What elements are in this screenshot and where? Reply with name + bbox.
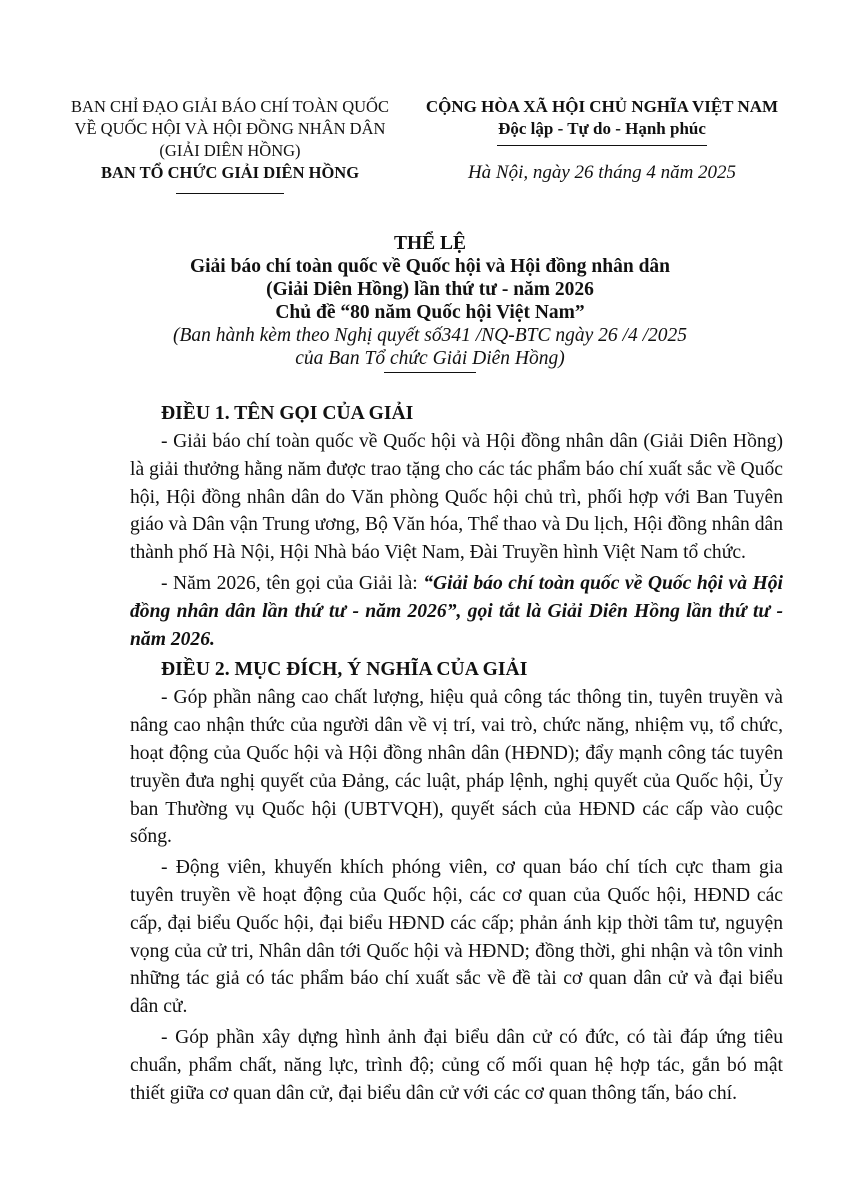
award-official-name: “Giải báo chí toàn quốc về Quốc hội và Hội đồng nhân dân lần thứ tư - năm 2026”, gọi tắt là Giải Diên Hồng lần thứ tư - năm 2026.	[130, 572, 783, 650]
article-2-heading: ĐIỀU 2. MỤC ĐÍCH, Ý NGHĨA CỦA GIẢI	[161, 659, 528, 681]
article-1-heading: ĐIỀU 1. TÊN GỌI CỦA GIẢI	[161, 403, 414, 424]
issuing-agency	[60, 96, 400, 194]
paragraph: - Góp phần xây dựng hình ảnh đại biểu dân cử có đức, có tài đáp ứng tiêu chuẩn, phẩm chất, năng lực, trình độ; củng cố mối quan hệ hợp tác, gắn bó mật thiết giữa cơ quan dân cử, đại biểu dân cử với các cơ quan thông tấn, báo chí.	[130, 1026, 783, 1104]
divider	[384, 372, 476, 373]
title-note: của Ban Tổ chức Giải Diên Hồng)	[295, 348, 565, 369]
title-note: (Ban hành kèm theo Nghị quyết số341 /NQ-BTC ngày 26 /4 /2025	[173, 325, 687, 346]
agency-line: (GIẢI DIÊN HỒNG)	[159, 141, 301, 160]
document-date: Hà Nội, ngày 26 tháng 4 năm 2025	[467, 162, 737, 183]
motto: Độc lập - Tự do - Hạnh phúc	[498, 119, 706, 138]
paragraph: - Động viên, khuyến khích phóng viên, cơ quan báo chí tích cực tham gia tuyên truyền về hoạt động của Quốc hội, các cơ quan của Quốc hội, HĐND các cấp, đại biểu Quốc hội, đại biểu HĐND các cấp; phản ánh kịp thời tâm tư, nguyện vọng của cử tri, Nhân dân tới Quốc hội và HĐND; đồng thời, ghi nhận và tôn vinh những tác giả có tác phẩm báo chí xuất sắc về đề tài cơ quan dân cử và đại biểu dân cử.	[130, 857, 783, 1018]
title-theme: Chủ đề “80 năm Quốc hội Việt Nam”	[275, 302, 585, 323]
divider	[497, 145, 707, 146]
document-body	[130, 400, 783, 1110]
title-line: Giải báo chí toàn quốc về Quốc hội và Hội đồng nhân dân	[189, 256, 671, 277]
country-name: CỘNG HÒA XÃ HỘI CHỦ NGHĨA VIỆT NAM	[425, 97, 779, 116]
title-main: THỂ LỆ	[393, 233, 467, 254]
agency-line: VỀ QUỐC HỘI VÀ HỘI ĐỒNG NHÂN DÂN	[74, 119, 386, 138]
paragraph-text: - Năm 2026, tên gọi của Giải là:	[161, 572, 424, 594]
divider	[176, 193, 284, 194]
paragraph: - Góp phần nâng cao chất lượng, hiệu quả công tác thông tin, tuyên truyền và nâng cao nhận thức của người dân về vị trí, vai trò, chức năng, nhiệm vụ, tổ chức, hoạt động của Quốc hội và Hội đồng nhân dân (HĐND); đẩy mạnh công tác tuyên truyền đưa nghị quyết của Đảng, các luật, pháp lệnh, nghị quyết của Quốc hội, Ủy ban Thường vụ Quốc hội (UBTVQH), quyết sách của HĐND các cấp vào cuộc sống.	[130, 687, 783, 848]
agency-name: BAN TỔ CHỨC GIẢI DIÊN HỒNG	[100, 163, 360, 182]
paragraph	[130, 570, 783, 653]
national-motto	[402, 96, 802, 184]
paragraph: - Giải báo chí toàn quốc về Quốc hội và Hội đồng nhân dân (Giải Diên Hồng) là giải thưởng hằng năm được trao tặng cho các tác phẩm báo chí xuất sắc về Quốc hội, Hội đồng nhân dân do Văn phòng Quốc hội chủ trì, phối hợp với Ban Tuyên giáo và Dân vận Trung ương, Bộ Văn hóa, Thể thao và Du lịch, Hội đồng nhân dân thành phố Hà Nội, Hội Nhà báo Việt Nam, Đài Truyền hình Việt Nam tổ chức.	[130, 431, 783, 564]
title-line: (Giải Diên Hồng) lần thứ tư - năm 2026	[266, 279, 594, 300]
agency-line: BAN CHỈ ĐẠO GIẢI BÁO CHÍ TOÀN QUỐC	[71, 97, 389, 116]
document-title	[100, 232, 760, 373]
